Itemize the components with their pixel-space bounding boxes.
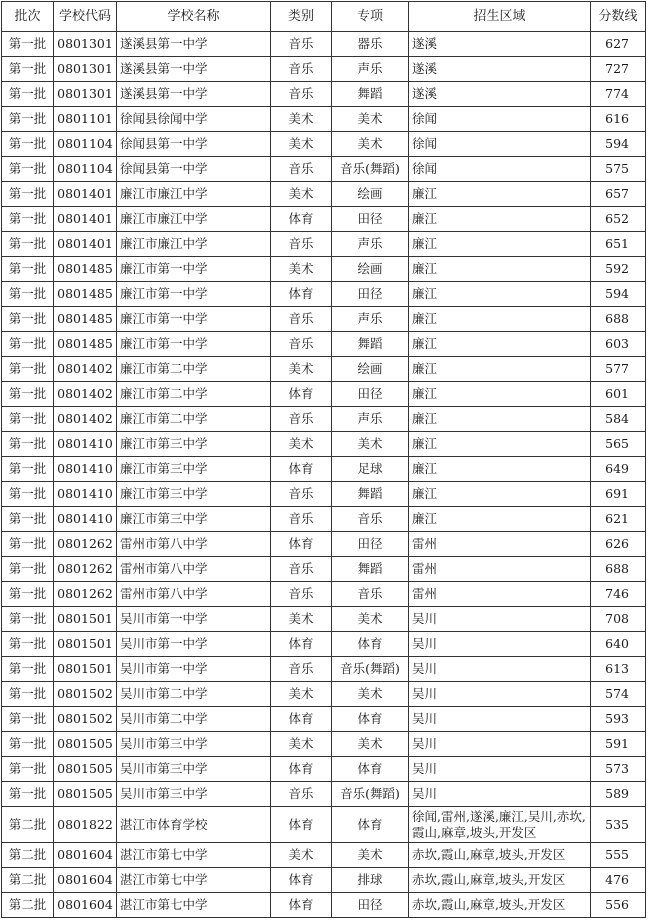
cell-school-name: 雷州市第八中学	[117, 532, 271, 557]
cell-score-line: 601	[591, 382, 646, 407]
cell-school-name: 廉江市廉江中学	[117, 207, 271, 232]
table-row	[2, 207, 646, 232]
header-specialty: 专项	[332, 2, 409, 32]
table-row	[2, 557, 646, 582]
table-row	[2, 432, 646, 457]
cell-school-name: 吴川市第一中学	[117, 607, 271, 632]
cell-school-code: 0801410	[54, 482, 117, 507]
cell-enrollment-region: 廉江	[409, 357, 591, 382]
cell-school-code: 0801505	[54, 782, 117, 807]
cell-batch: 第一批	[2, 407, 54, 432]
cell-school-code: 0801604	[54, 843, 117, 868]
cell-school-code: 0801401	[54, 207, 117, 232]
cell-school-name: 雷州市第八中学	[117, 557, 271, 582]
table-row	[2, 893, 646, 918]
table-row	[2, 57, 646, 82]
cell-enrollment-region: 廉江	[409, 407, 591, 432]
cell-specialty: 美术	[332, 432, 409, 457]
cell-specialty: 足球	[332, 457, 409, 482]
cell-enrollment-region: 廉江	[409, 482, 591, 507]
table-row	[2, 107, 646, 132]
cell-enrollment-region: 吴川	[409, 632, 591, 657]
cell-school-name: 吴川市第三中学	[117, 782, 271, 807]
cell-score-line: 584	[591, 407, 646, 432]
cell-batch: 第一批	[2, 332, 54, 357]
cell-enrollment-region: 吴川	[409, 732, 591, 757]
cell-batch: 第一批	[2, 282, 54, 307]
table-row	[2, 582, 646, 607]
cell-school-name: 湛江市第七中学	[117, 868, 271, 893]
cell-school-name: 遂溪县第一中学	[117, 32, 271, 57]
cell-batch: 第二批	[2, 868, 54, 893]
cell-batch: 第一批	[2, 582, 54, 607]
cell-batch: 第一批	[2, 657, 54, 682]
cell-category: 体育	[271, 868, 332, 893]
cell-specialty: 体育	[332, 632, 409, 657]
cell-score-line: 589	[591, 782, 646, 807]
cell-school-name: 湛江市第七中学	[117, 893, 271, 918]
cell-score-line: 613	[591, 657, 646, 682]
cell-score-line: 691	[591, 482, 646, 507]
cell-category: 音乐	[271, 157, 332, 182]
cell-specialty: 田径	[332, 207, 409, 232]
cell-enrollment-region: 廉江	[409, 257, 591, 282]
cell-specialty: 美术	[332, 607, 409, 632]
cell-enrollment-region: 廉江	[409, 332, 591, 357]
table-row	[2, 482, 646, 507]
cell-batch: 第一批	[2, 382, 54, 407]
cell-category: 美术	[271, 682, 332, 707]
cell-school-code: 0801502	[54, 682, 117, 707]
cell-enrollment-region: 廉江	[409, 207, 591, 232]
cell-school-code: 0801485	[54, 282, 117, 307]
cell-enrollment-region: 徐闻	[409, 157, 591, 182]
cell-enrollment-region: 雷州	[409, 532, 591, 557]
header-category: 类别	[271, 2, 332, 32]
table-row	[2, 132, 646, 157]
cell-school-name: 吴川市第一中学	[117, 657, 271, 682]
cell-specialty: 舞蹈	[332, 482, 409, 507]
cell-category: 音乐	[271, 57, 332, 82]
cell-category: 体育	[271, 382, 332, 407]
table-row	[2, 757, 646, 782]
cell-school-code: 0801262	[54, 557, 117, 582]
cell-school-code: 0801262	[54, 582, 117, 607]
cell-school-code: 0801301	[54, 57, 117, 82]
cell-score-line: 573	[591, 757, 646, 782]
cell-category: 美术	[271, 257, 332, 282]
cell-enrollment-region: 廉江	[409, 307, 591, 332]
cell-batch: 第一批	[2, 432, 54, 457]
cell-specialty: 美术	[332, 843, 409, 868]
cell-specialty: 排球	[332, 868, 409, 893]
cell-score-line: 556	[591, 893, 646, 918]
cell-school-name: 廉江市第一中学	[117, 332, 271, 357]
cell-specialty: 声乐	[332, 307, 409, 332]
cell-school-code: 0801410	[54, 457, 117, 482]
cell-batch: 第一批	[2, 707, 54, 732]
cell-school-name: 廉江市第一中学	[117, 307, 271, 332]
cell-school-code: 0801401	[54, 232, 117, 257]
cell-score-line: 594	[591, 282, 646, 307]
table-row	[2, 182, 646, 207]
table-row	[2, 282, 646, 307]
cell-enrollment-region: 徐闻	[409, 107, 591, 132]
cell-batch: 第一批	[2, 307, 54, 332]
cell-score-line: 727	[591, 57, 646, 82]
cell-batch: 第一批	[2, 732, 54, 757]
table-row	[2, 707, 646, 732]
cell-category: 音乐	[271, 782, 332, 807]
cell-category: 体育	[271, 632, 332, 657]
cell-school-code: 0801502	[54, 707, 117, 732]
cell-batch: 第一批	[2, 207, 54, 232]
cell-enrollment-region: 赤坎,霞山,麻章,坡头,开发区	[409, 868, 591, 893]
cell-batch: 第一批	[2, 782, 54, 807]
cell-category: 音乐	[271, 582, 332, 607]
cell-category: 体育	[271, 893, 332, 918]
cell-batch: 第一批	[2, 182, 54, 207]
cell-batch: 第一批	[2, 232, 54, 257]
table-row	[2, 232, 646, 257]
cell-specialty: 田径	[332, 382, 409, 407]
cell-category: 音乐	[271, 82, 332, 107]
cell-specialty: 舞蹈	[332, 82, 409, 107]
cell-enrollment-region: 遂溪	[409, 32, 591, 57]
header-batch: 批次	[2, 2, 54, 32]
cell-category: 美术	[271, 732, 332, 757]
cell-school-code: 0801505	[54, 732, 117, 757]
table-row	[2, 32, 646, 57]
cell-enrollment-region: 廉江	[409, 232, 591, 257]
table-row	[2, 782, 646, 807]
cell-batch: 第二批	[2, 893, 54, 918]
table-row	[2, 732, 646, 757]
cell-school-code: 0801485	[54, 257, 117, 282]
table-row	[2, 332, 646, 357]
cell-score-line: 746	[591, 582, 646, 607]
table-row	[2, 632, 646, 657]
cell-specialty: 音乐	[332, 582, 409, 607]
table-row	[2, 532, 646, 557]
cell-school-name: 吴川市第三中学	[117, 732, 271, 757]
table-row	[2, 357, 646, 382]
cell-specialty: 器乐	[332, 32, 409, 57]
cell-category: 美术	[271, 607, 332, 632]
cell-enrollment-region: 遂溪	[409, 57, 591, 82]
cell-school-name: 吴川市第三中学	[117, 757, 271, 782]
cell-category: 音乐	[271, 332, 332, 357]
cell-score-line: 657	[591, 182, 646, 207]
cell-school-name: 吴川市第二中学	[117, 682, 271, 707]
table-row	[2, 157, 646, 182]
cell-specialty: 音乐(舞蹈)	[332, 157, 409, 182]
cell-category: 美术	[271, 182, 332, 207]
cell-batch: 第一批	[2, 482, 54, 507]
cell-specialty: 绘画	[332, 182, 409, 207]
cell-batch: 第一批	[2, 82, 54, 107]
cell-score-line: 774	[591, 82, 646, 107]
cell-school-code: 0801301	[54, 82, 117, 107]
cell-specialty: 音乐(舞蹈)	[332, 782, 409, 807]
cell-batch: 第一批	[2, 32, 54, 57]
cell-category: 美术	[271, 432, 332, 457]
cell-specialty: 声乐	[332, 232, 409, 257]
cell-enrollment-region: 廉江	[409, 382, 591, 407]
cell-score-line: 593	[591, 707, 646, 732]
cell-score-line: 616	[591, 107, 646, 132]
cell-specialty: 音乐(舞蹈)	[332, 657, 409, 682]
cell-school-name: 遂溪县第一中学	[117, 57, 271, 82]
cell-category: 音乐	[271, 557, 332, 582]
cell-score-line: 577	[591, 357, 646, 382]
cell-specialty: 体育	[332, 707, 409, 732]
cell-category: 美术	[271, 843, 332, 868]
table-row	[2, 607, 646, 632]
cell-enrollment-region: 雷州	[409, 557, 591, 582]
cell-score-line: 652	[591, 207, 646, 232]
cell-score-line: 565	[591, 432, 646, 457]
cell-enrollment-region: 廉江	[409, 507, 591, 532]
cell-school-name: 吴川市第二中学	[117, 707, 271, 732]
cell-score-line: 575	[591, 157, 646, 182]
header-row	[2, 2, 646, 32]
cell-batch: 第一批	[2, 257, 54, 282]
cell-category: 音乐	[271, 407, 332, 432]
cell-enrollment-region: 徐闻,雷州,遂溪,廉江,吴川,赤坎,霞山,麻章,坡头,开发区	[409, 807, 591, 843]
cell-specialty: 美术	[332, 132, 409, 157]
cell-school-name: 湛江市第七中学	[117, 843, 271, 868]
cell-school-code: 0801505	[54, 757, 117, 782]
table-row	[2, 507, 646, 532]
cell-score-line: 592	[591, 257, 646, 282]
cell-specialty: 舞蹈	[332, 332, 409, 357]
cell-category: 音乐	[271, 307, 332, 332]
table-body	[2, 32, 646, 918]
cell-enrollment-region: 吴川	[409, 707, 591, 732]
cell-school-code: 0801501	[54, 632, 117, 657]
cell-batch: 第一批	[2, 357, 54, 382]
cell-school-name: 廉江市第一中学	[117, 257, 271, 282]
cell-school-code: 0801822	[54, 807, 117, 843]
cell-specialty: 美术	[332, 682, 409, 707]
cell-specialty: 体育	[332, 757, 409, 782]
cell-specialty: 声乐	[332, 57, 409, 82]
cell-school-name: 遂溪县第一中学	[117, 82, 271, 107]
cell-enrollment-region: 吴川	[409, 682, 591, 707]
cell-school-code: 0801501	[54, 607, 117, 632]
cell-school-name: 廉江市第一中学	[117, 282, 271, 307]
cell-specialty: 田径	[332, 282, 409, 307]
cell-school-code: 0801604	[54, 868, 117, 893]
cell-school-name: 廉江市第三中学	[117, 457, 271, 482]
cell-enrollment-region: 赤坎,霞山,麻章,坡头,开发区	[409, 843, 591, 868]
cell-enrollment-region: 徐闻	[409, 132, 591, 157]
cell-school-name: 廉江市第二中学	[117, 407, 271, 432]
cell-specialty: 体育	[332, 807, 409, 843]
header-school-code: 学校代码	[54, 2, 117, 32]
cell-school-code: 0801485	[54, 307, 117, 332]
cell-category: 体育	[271, 532, 332, 557]
cell-score-line: 621	[591, 507, 646, 532]
cell-school-code: 0801401	[54, 182, 117, 207]
cell-category: 音乐	[271, 657, 332, 682]
table-row	[2, 657, 646, 682]
cell-school-name: 徐闻县第一中学	[117, 157, 271, 182]
cell-school-name: 湛江市体育学校	[117, 807, 271, 843]
cell-batch: 第一批	[2, 457, 54, 482]
cell-enrollment-region: 赤坎,霞山,麻章,坡头,开发区	[409, 893, 591, 918]
table-row	[2, 457, 646, 482]
cell-batch: 第一批	[2, 557, 54, 582]
cell-enrollment-region: 吴川	[409, 782, 591, 807]
cell-category: 体育	[271, 757, 332, 782]
table-row	[2, 682, 646, 707]
cell-category: 体育	[271, 282, 332, 307]
table-row	[2, 382, 646, 407]
cell-batch: 第一批	[2, 532, 54, 557]
cell-score-line: 476	[591, 868, 646, 893]
cell-score-line: 640	[591, 632, 646, 657]
cell-specialty: 绘画	[332, 357, 409, 382]
cell-school-name: 雷州市第八中学	[117, 582, 271, 607]
cell-score-line: 535	[591, 807, 646, 843]
cell-school-name: 徐闻县第一中学	[117, 132, 271, 157]
cell-school-code: 0801501	[54, 657, 117, 682]
cell-school-name: 廉江市第三中学	[117, 432, 271, 457]
cell-category: 美术	[271, 357, 332, 382]
cell-score-line: 574	[591, 682, 646, 707]
cell-score-line: 555	[591, 843, 646, 868]
header-score-line: 分数线	[591, 2, 646, 32]
admission-score-table	[1, 1, 646, 918]
cell-school-code: 0801410	[54, 432, 117, 457]
cell-score-line: 591	[591, 732, 646, 757]
cell-category: 体育	[271, 707, 332, 732]
cell-specialty: 舞蹈	[332, 557, 409, 582]
cell-enrollment-region: 吴川	[409, 607, 591, 632]
cell-school-code: 0801262	[54, 532, 117, 557]
cell-batch: 第一批	[2, 682, 54, 707]
cell-score-line: 627	[591, 32, 646, 57]
cell-batch: 第一批	[2, 607, 54, 632]
cell-specialty: 绘画	[332, 257, 409, 282]
cell-specialty: 声乐	[332, 407, 409, 432]
header-school-name: 学校名称	[117, 2, 271, 32]
table-row	[2, 407, 646, 432]
cell-school-code: 0801101	[54, 107, 117, 132]
cell-category: 体育	[271, 207, 332, 232]
cell-school-code: 0801104	[54, 157, 117, 182]
cell-school-code: 0801402	[54, 357, 117, 382]
table-row	[2, 257, 646, 282]
cell-school-name: 廉江市第二中学	[117, 382, 271, 407]
cell-score-line: 708	[591, 607, 646, 632]
cell-batch: 第一批	[2, 107, 54, 132]
cell-batch: 第一批	[2, 132, 54, 157]
cell-batch: 第二批	[2, 843, 54, 868]
cell-school-name: 廉江市第三中学	[117, 482, 271, 507]
cell-school-code: 0801485	[54, 332, 117, 357]
cell-batch: 第一批	[2, 157, 54, 182]
cell-school-name: 吴川市第一中学	[117, 632, 271, 657]
cell-school-code: 0801402	[54, 382, 117, 407]
cell-school-code: 0801104	[54, 132, 117, 157]
cell-school-name: 廉江市廉江中学	[117, 182, 271, 207]
cell-school-name: 廉江市第三中学	[117, 507, 271, 532]
cell-batch: 第二批	[2, 807, 54, 843]
cell-enrollment-region: 廉江	[409, 432, 591, 457]
cell-category: 美术	[271, 107, 332, 132]
cell-school-code: 0801604	[54, 893, 117, 918]
cell-batch: 第一批	[2, 632, 54, 657]
header-enrollment-region: 招生区域	[409, 2, 591, 32]
cell-enrollment-region: 遂溪	[409, 82, 591, 107]
cell-category: 体育	[271, 457, 332, 482]
cell-score-line: 688	[591, 557, 646, 582]
cell-enrollment-region: 雷州	[409, 582, 591, 607]
cell-specialty: 音乐	[332, 507, 409, 532]
cell-school-code: 0801410	[54, 507, 117, 532]
cell-batch: 第一批	[2, 507, 54, 532]
cell-category: 美术	[271, 132, 332, 157]
cell-score-line: 626	[591, 532, 646, 557]
cell-specialty: 田径	[332, 532, 409, 557]
cell-category: 音乐	[271, 507, 332, 532]
cell-enrollment-region: 廉江	[409, 282, 591, 307]
cell-enrollment-region: 廉江	[409, 457, 591, 482]
table-row	[2, 82, 646, 107]
table-row	[2, 868, 646, 893]
cell-score-line: 649	[591, 457, 646, 482]
cell-enrollment-region: 吴川	[409, 757, 591, 782]
cell-score-line: 688	[591, 307, 646, 332]
cell-specialty: 美术	[332, 107, 409, 132]
table-row	[2, 307, 646, 332]
cell-specialty: 美术	[332, 732, 409, 757]
cell-school-code: 0801402	[54, 407, 117, 432]
table-row	[2, 807, 646, 843]
cell-school-name: 廉江市廉江中学	[117, 232, 271, 257]
cell-category: 体育	[271, 807, 332, 843]
cell-enrollment-region: 吴川	[409, 657, 591, 682]
cell-score-line: 594	[591, 132, 646, 157]
cell-batch: 第一批	[2, 57, 54, 82]
cell-batch: 第一批	[2, 757, 54, 782]
cell-school-name: 廉江市第二中学	[117, 357, 271, 382]
cell-specialty: 田径	[332, 893, 409, 918]
cell-school-code: 0801301	[54, 32, 117, 57]
cell-score-line: 651	[591, 232, 646, 257]
cell-category: 音乐	[271, 232, 332, 257]
cell-score-line: 603	[591, 332, 646, 357]
cell-category: 音乐	[271, 482, 332, 507]
cell-category: 音乐	[271, 32, 332, 57]
cell-school-name: 徐闻县徐闻中学	[117, 107, 271, 132]
cell-enrollment-region: 廉江	[409, 182, 591, 207]
table-row	[2, 843, 646, 868]
